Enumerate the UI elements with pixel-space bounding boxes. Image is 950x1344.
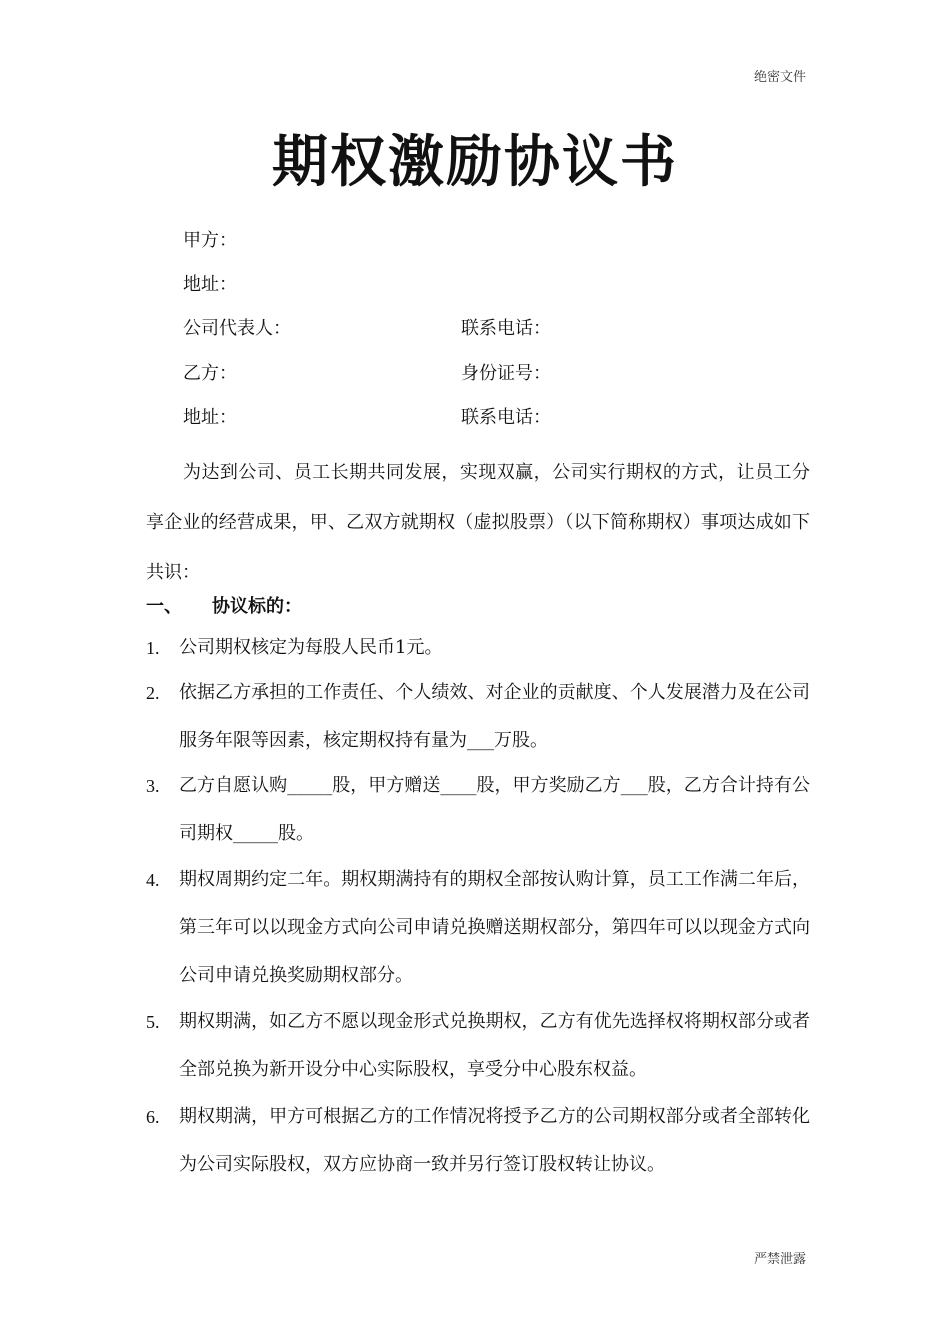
id-number-label: 身份证号： <box>461 363 551 384</box>
confidential-mark: 绝密文件 <box>753 70 806 85</box>
list-item-index: 4. <box>146 870 160 890</box>
phone-a-label: 联系电话： <box>461 318 551 339</box>
list-item-text: 乙方自愿认购_____股，甲方赠送____股，甲方奖励乙方___股，乙方合计持有公司期权_____股。 <box>179 775 810 844</box>
list-item <box>146 762 810 858</box>
company-rep-label: 公司代表人： <box>183 318 291 339</box>
address-b-label: 地址： <box>183 407 237 428</box>
list-item-text: 依据乙方承担的工作责任、个人绩效、对企业的贡献度、个人发展潜力及在公司服务年限等因素，核定期权持有量为___万股。 <box>179 682 810 751</box>
list-item <box>146 856 810 1000</box>
document-title: 期权激励协议书 <box>272 129 678 195</box>
list-item-text: 期权期满，甲方可根据乙方的工作情况将授予乙方的公司期权部分或者全部转化为公司实际股权，双方应协商一致并另行签订股权转让协议。 <box>179 1106 810 1175</box>
list-item-index: 6. <box>146 1107 160 1127</box>
phone-b-label: 联系电话： <box>461 407 551 428</box>
list-item-index: 3. <box>146 776 160 796</box>
list-item-text: 期权周期约定二年。期权期满持有的期权全部按认购计算，员工工作满二年后，第三年可以以现金方式向公司申请兑换赠送期权部分，第四年可以以现金方式向公司申请兑换奖励期权部分。 <box>179 869 810 986</box>
address-a-label: 地址： <box>183 274 237 295</box>
section-heading <box>146 594 302 620</box>
list-item <box>146 669 810 765</box>
list-item-index: 2. <box>146 683 160 703</box>
party-a-label: 甲方： <box>183 230 237 251</box>
list-item <box>146 624 810 672</box>
list-item-index: 5. <box>146 1012 160 1032</box>
list-item-text: 期权期满，如乙方不愿以现金形式兑换期权，乙方有优先选择权将期权部分或者全部兑换为新开设分中心实际股权，享受分中心股东权益。 <box>179 1011 810 1080</box>
section-number: 一、 <box>146 596 182 617</box>
list-item-text: 公司期权核定为每股人民币1元。 <box>179 637 443 658</box>
section-title: 协议标的： <box>212 596 302 617</box>
list-item <box>146 998 810 1094</box>
list-item <box>146 1093 810 1189</box>
intro-paragraph: 为达到公司、员工长期共同发展，实现双赢，公司实行期权的方式，让员工分享企业的经营成果，甲、乙双方就期权（虚拟股票）（以下简称期权）事项达成如下共识： <box>146 462 810 583</box>
list-item-index: 1. <box>146 638 160 658</box>
footer-mark: 严禁泄露 <box>753 1252 806 1267</box>
party-b-label: 乙方： <box>183 363 237 384</box>
